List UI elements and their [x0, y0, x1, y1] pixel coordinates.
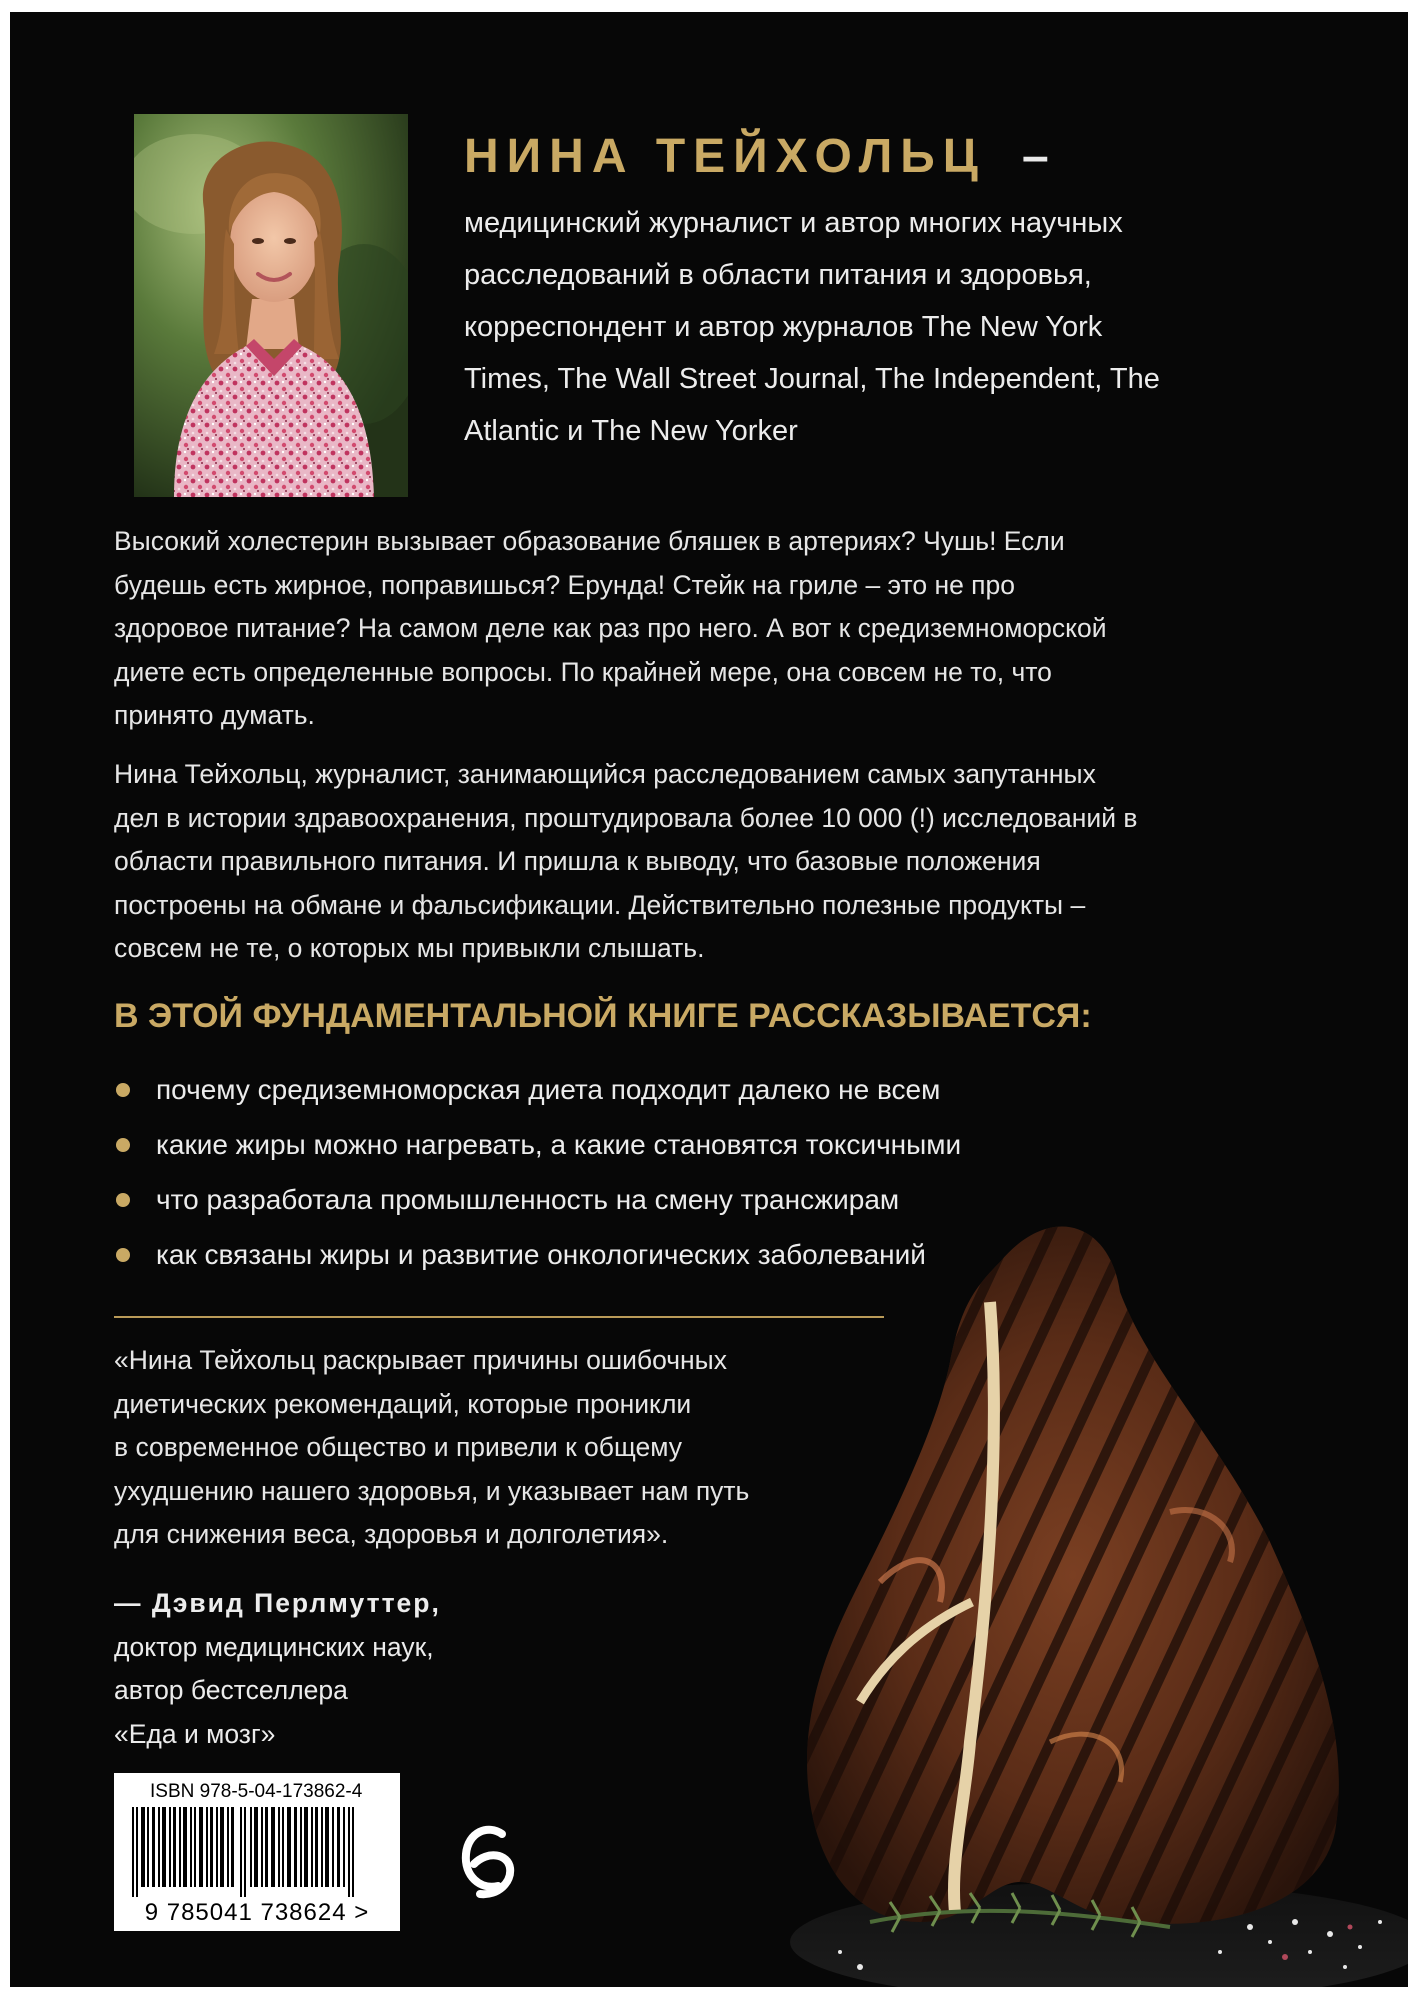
barcode-number: 9 785041 738624 > [144, 1899, 370, 1926]
paragraph-line: области правильного питания. И пришла к выводу, что базовые положения [114, 846, 1041, 876]
endorsement-quote [114, 1339, 834, 1557]
paragraph-line: построены на обмане и фальсификации. Действительно полезные продукты – [114, 889, 1086, 920]
paragraph-line: Высокий холестерин вызывает образование бляшек в артериях? Чушь! Если [114, 526, 1065, 556]
description-paragraph-2 [114, 753, 1244, 971]
author-bio [464, 197, 1224, 457]
paragraph-line: принято думать. [114, 700, 315, 730]
bullet-text: как связаны жиры и развитие онкологических заболеваний [156, 1239, 926, 1270]
bullet-text: что разработала промышленность на смену трансжирам [156, 1184, 900, 1215]
author-name-dash: – [1022, 130, 1049, 183]
bullet-item [114, 1062, 961, 1117]
author-name: НИНА ТЕЙХОЛЬЦ [464, 130, 986, 183]
barcode [114, 1773, 400, 1931]
quote-line: диетических рекомендаций, которые проникли [114, 1388, 692, 1419]
paragraph-line: дел в истории здравоохранения, проштудировала более 10 000 (!) исследований в [114, 802, 1138, 833]
bullet-dot-icon [116, 1083, 130, 1097]
author-bio-line: медицинский журналист и автор многих научных [464, 207, 1123, 239]
author-bio-line: Atlantic и The New Yorker [464, 415, 798, 447]
section-heading: В ЭТОЙ ФУНДАМЕНТАЛЬНОЙ КНИГЕ РАССКАЗЫВАЕТСЯ: [114, 997, 1092, 1035]
barcode-bars-icon [132, 1807, 382, 1897]
steak-image [750, 1182, 1408, 1987]
quote-line: «Нина Тейхольц раскрывает причины ошибочных [114, 1345, 727, 1375]
bullet-item [114, 1117, 961, 1172]
bullet-dot-icon [116, 1248, 130, 1262]
paragraph-line: диете есть определенные вопросы. По крайней мере, она совсем не то, что [114, 656, 1052, 687]
description-paragraph-1 [114, 520, 1244, 738]
author-bio-line: расследований в области питания и здоровья, [464, 259, 1092, 291]
quote-line: ухудшению нашего здоровья, и указывает нам путь [114, 1475, 750, 1506]
quote-author-name: — Дэвид Перлмуттер, [114, 1588, 441, 1618]
author-bio-line: Times, The Wall Street Journal, The Independent, The [464, 363, 1160, 395]
quote-author-line: доктор медицинских наук, [114, 1631, 434, 1662]
paragraph-line: будешь есть жирное, поправишься? Ерунда! Стейк на гриле – это не про [114, 569, 1015, 600]
quote-line: для снижения веса, здоровья и долголетия». [114, 1519, 669, 1549]
bullet-dot-icon [116, 1193, 130, 1207]
paragraph-line: здоровое питание? На самом деле как раз про него. А вот к средиземноморской [114, 613, 1107, 643]
bullet-dot-icon [116, 1138, 130, 1152]
publisher-logo-icon [458, 1820, 518, 1904]
quote-attribution [114, 1582, 441, 1756]
bullet-text: какие жиры можно нагревать, а какие становятся токсичными [156, 1129, 962, 1160]
quote-line: в современное общество и привели к общему [114, 1432, 682, 1462]
quote-author-line: автор бестселлера [114, 1675, 348, 1705]
book-back-cover [10, 12, 1408, 1987]
isbn-label: ISBN 978-5-04-173862-4 [150, 1781, 363, 1802]
author-bio-line: корреспондент и автор журналов The New York [464, 311, 1103, 343]
bullet-text: почему средиземноморская диета подходит далеко не всем [156, 1074, 941, 1105]
paragraph-line: Нина Тейхольц, журналист, занимающийся расследованием самых запутанных [114, 759, 1096, 789]
author-photo [134, 114, 408, 497]
quote-author-line: «Еда и мозг» [114, 1718, 276, 1749]
paragraph-line: совсем не те, о которых мы привыкли слышать. [114, 933, 705, 963]
